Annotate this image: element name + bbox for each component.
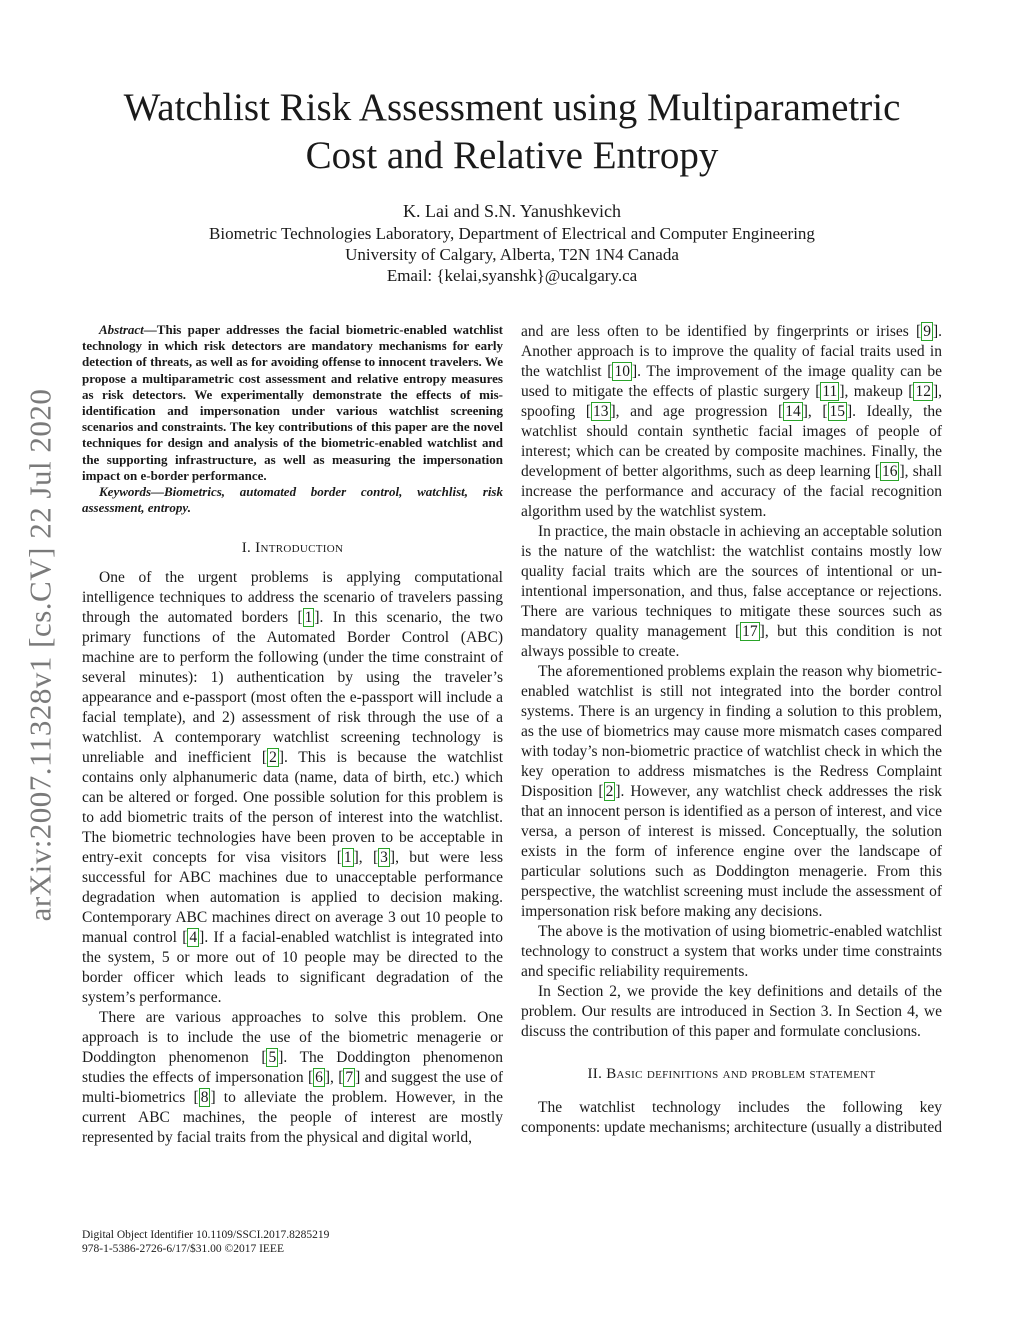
paragraph: The above is the motivation of using biometric-enabled watchlist technology to construct a system that works under time constraints and specific reliability requirements. xyxy=(521,923,942,980)
paragraph: The aforementioned problems explain the reason why biometric-enabled watchlist is still not integrated into the border control systems. There is an urgency in finding a solution to this problem, as the use of biometrics may cause more mismatch cases compared with today’s non-biometric practice of watchlist check in which the key operation to address mismatches is the Redress Complaint Disposition [ 2 ]. However, any watchlist check addresses the risk that an innocent person is identified as a person of interest, and vice versa, a person of interest is missed. Conceptually, the solution exists in the form of inference engine over the landscape of particular solutions such as Doddington menagerie. From this perspective, the watchlist screening must include the assessment of impersonation risk before making any decisions. xyxy=(521,663,943,920)
text-run: , makeup xyxy=(844,383,909,400)
paragraph: and are less often to be identified by fingerprints or irises [ 9 ]. Another approach is to improve the quality of facial traits used in the watchlist [ 10 ]. The improvement of the image quality can be used to mitigate the effects of plastic surgery [ 11 ], makeup [ 12 ], spoofing [ 13 ], and age progression [ 14 ], [ 15 ]. Ideally, the watchlist should contain synthetic facial images of people of interest; which can be created by composite machines. Finally, the development of better algorithms, such as deep learning [ 16 ], shall increase the performance and accuracy of the facial recognition algorithm used by the watchlist system. xyxy=(521,323,943,520)
section-heading-basic-definitions xyxy=(521,1064,942,1084)
text-run: , and age progression xyxy=(615,403,779,420)
citation-link[interactable]: 9 xyxy=(923,323,931,340)
citation-link[interactable]: 3 xyxy=(380,849,388,867)
text-run: , but this condition is not always possible to create. xyxy=(521,623,942,660)
text-run: , shall increase the performance and accuracy of the facial recognition algorithm used by the watchlist system. xyxy=(521,463,943,520)
section-heading-introduction xyxy=(82,538,503,558)
text-run: to alleviate the problem. However, in the current ABC machines, the people of interest are mostly represented by facial traits from the physical and digital world, xyxy=(82,1089,503,1147)
paragraph: The watchlist technology includes the following key components: update mechanisms; architecture (usually a distributed xyxy=(521,1099,942,1136)
author-block xyxy=(82,201,942,286)
citation-link[interactable]: 10 xyxy=(614,363,630,380)
citation-link[interactable]: 2 xyxy=(269,749,277,767)
paragraph: There are various approaches to solve this problem. One approach is to include the use of the biometric menagerie or Doddington phenomenon [ 5 ]. The Doddington phenomenon studies the effects of impersonation [ 6 ], [ 7 ] and suggest the use of multi-biometrics [ 8 ] to alleviate the problem. However, in the current ABC machines, the people of interest are mostly represented by facial traits from the physical and digital world, xyxy=(82,1009,504,1147)
text-run: . The Doddington phenomenon studies the effects of impersonation xyxy=(82,1049,503,1087)
footer xyxy=(82,1228,329,1256)
text-run: The aforementioned problems explain the reason why biometric-enabled watchlist is still not integrated into the border control systems. There is an urgency in finding a solution to this problem, as the use of biometrics may cause more mismatch cases compared with today’s non-biometric practice of watchlist check in which the key operation to address mismatches is the Redress Complaint Disposition xyxy=(521,663,942,800)
text-run: , xyxy=(358,849,373,867)
text-run: and are less often to be identified by fingerprints or irises xyxy=(521,323,917,340)
section-title: Introduction xyxy=(255,540,344,557)
citation-link[interactable]: 1 xyxy=(304,609,313,627)
citation-link[interactable]: 17 xyxy=(742,623,758,640)
affiliation-university: University of Calgary, Alberta, T2N 1N4 Canada xyxy=(345,245,679,264)
abstract-lead: Abstract xyxy=(99,322,144,337)
paragraph: In practice, the main obstacle in achieving an acceptable solution is the nature of the watchlist: the watchlist contains mostly low quality facial traits which are the sources of intentional or un-intentional impersonation, and thus, false acceptance or rejections. There are various techniques to mitigate these sources such as mandatory quality management [ 17 ], but this condition is not always possible to create. xyxy=(521,523,942,660)
citation-link[interactable]: 12 xyxy=(915,383,931,400)
citation-link[interactable]: 6 xyxy=(315,1069,323,1087)
keywords xyxy=(82,484,503,516)
citation-link[interactable]: 1 xyxy=(343,849,352,867)
text-run: In practice, the main obstacle in achieving an acceptable solution is the nature of the watchlist: the watchlist contains mostly low quality facial traits which are the sources of intentional or un-intentional impersonation, and thus, false acceptance or rejections. There are various techniques to mitigate these sources such as mandatory quality management xyxy=(521,523,942,640)
section-title: Basic definitions and problem statement xyxy=(606,1066,876,1082)
arxiv-stamp xyxy=(18,360,62,950)
paper-title-line2: Cost and Relative Entropy xyxy=(305,134,719,177)
text-run: , spoofing xyxy=(521,383,942,420)
text-run: and suggest the use of multi-biometrics xyxy=(82,1069,504,1107)
text-run: . In this scenario, the two primary functions of the Automated Border Control (ABC) machine are to perform the following (under the time constraint of several minutes): 1) authentication by using the traveler’s appearance and e-passport (most often the e-passport will include a facial template), and 2) assessment of risk through the use of a watchlist. A contemporary watchlist screening technology is unreliable and inefficient xyxy=(82,609,503,767)
citation-link[interactable]: 8 xyxy=(200,1089,209,1107)
paper-title xyxy=(82,84,942,180)
text-run: . The improvement of the image quality can be used to mitigate the effects of plastic surgery xyxy=(521,363,942,400)
citation-link[interactable]: 15 xyxy=(829,403,845,420)
citation-link[interactable]: 2 xyxy=(605,783,614,800)
text-run: . If a facial-enabled watchlist is integrated into the system, 5 or more out of 10 people may be directed to the border officer which leads to significant degradation of the system’s performance. xyxy=(82,929,504,1007)
text-run: . This is because the watchlist contains only alphanumeric data (name, data of birth, etc.) which can be altered or forged. One possible solution for this problem is to add biometric traits of the person of interest into the watchlist. The biometric technologies have been proven to be acceptable in entry-exit concepts for visa visitors xyxy=(82,749,504,867)
citation-link[interactable]: 5 xyxy=(268,1049,277,1067)
citation-link[interactable]: 7 xyxy=(345,1069,354,1087)
left-column xyxy=(82,322,503,1148)
arxiv-stamp-text: arXiv:2007.11328v1 [cs.CV] 22 Jul 2020 xyxy=(22,388,58,922)
abstract-text: —This paper addresses the facial biometric-enabled watchlist technology in which risk detectors are mandatory mechanisms for early detection of threats, as well as for avoiding offense to innocent travelers. We propose a multiparametric cost assessment and relative entropy measures as risk detectors. We experimentally demonstrate the effects of mis-identification and impersonation under various watchlist screening scenarios and constraints. The key contributions of this paper are the novel techniques for design and analysis of the biometric-enabled watchlist and the supporting infrastructure, as well as measuring the impersonation impact on e-border performance. xyxy=(82,322,503,483)
right-column xyxy=(521,322,942,1138)
text-run: . However, any watchlist check addresses the risk that an innocent person is identified as a person of interest, and vice versa, a person of interest is missed. Conceptually, the solution exists in the form of inference engine over the landscape of particular solutions such as Doddington menagerie. From this perspective, the watchlist screening must include the assessment of impersonation risk before making any decisions. xyxy=(521,783,943,920)
text-run: There are various approaches to solve this problem. One approach is to include the use of the biometric menagerie or Doddington phenomenon xyxy=(82,1009,503,1067)
abstract xyxy=(82,322,503,484)
author-email: Email: {kelai,syanshk}@ucalgary.ca xyxy=(386,266,638,285)
keywords-text: —Biometrics, automated border control, watchlist, risk assessment, entropy. xyxy=(82,484,503,516)
text-run: . Another approach is to improve the quality of facial traits used in the watchlist xyxy=(521,323,942,380)
text-run: , but were less successful for ABC machines due to unacceptable performance degradation when automation is applied to decision making. Contemporary ABC machines direct on average 3 out 10 people to manual control xyxy=(82,849,504,947)
isbn-line: 978-1-5386-2726-6/17/$31.00 ©2017 IEEE xyxy=(82,1243,284,1255)
citation-link[interactable]: 16 xyxy=(881,463,898,480)
paragraph: One of the urgent problems is applying computational intelligence techniques to address the scenario of travelers passing through the automated borders [ 1 ]. In this scenario, the two primary functions of the Automated Border Control (ABC) machine are to perform the following (under the time constraint of several minutes): 1) authentication by using the traveler’s appearance and e-passport (most often the e-passport will include a facial template), and 2) assessment of risk through the use of a watchlist. A contemporary watchlist screening technology is unreliable and inefficient [ 2 ]. This is because the watchlist contains only alphanumeric data (name, data of birth, etc.) which can be altered or forged. One possible solution for this problem is to add biometric traits of the person of interest into the watchlist. The biometric technologies have been proven to be acceptable in entry-exit concepts for visa visitors [ 1 ], [ 3 ], but were less successful for ABC machines due to unacceptable performance degradation when automation is applied to decision making. Contemporary ABC machines direct on average 3 out 10 people to manual control [ 4 ]. If a facial-enabled watchlist is integrated into the system, 5 or more out of 10 people may be directed to the border officer which leads to significant degradation of the system’s performance. xyxy=(82,569,504,1007)
section-number: I. xyxy=(241,540,256,557)
affiliation-lab: Biometric Technologies Laboratory, Department of Electrical and Computer Engineering xyxy=(209,224,815,243)
citation-link[interactable]: 11 xyxy=(822,383,838,400)
author-names: K. Lai and S.N. Yanushkevich xyxy=(403,201,621,221)
text-run: , xyxy=(807,403,823,420)
citation-link[interactable]: 14 xyxy=(785,403,801,420)
keywords-lead: Keywords xyxy=(99,484,151,500)
paragraph: In Section 2, we provide the key definitions and details of the problem. Our results are introduced in Section 3. In Section 4, we discuss the contribution of this paper and formulate conclusions. xyxy=(521,983,942,1040)
doi-line: Digital Object Identifier 10.1109/SSCI.2017.8285219 xyxy=(82,1229,330,1241)
text-run: One of the urgent problems is applying computational intelligence techniques to address the scenario of travelers passing through the automated borders xyxy=(82,569,503,627)
text-run: , xyxy=(330,1069,339,1087)
section-number: II. xyxy=(587,1066,607,1082)
text-run: . Ideally, the watchlist should contain synthetic facial images of people of interest; which can be created by composite machines. Finally, the development of better algorithms, such as deep learning xyxy=(521,403,943,480)
paper-title-line1: Watchlist Risk Assessment using Multiparametric xyxy=(123,86,901,129)
citation-link[interactable]: 13 xyxy=(593,403,609,420)
citation-link[interactable]: 4 xyxy=(189,929,198,947)
